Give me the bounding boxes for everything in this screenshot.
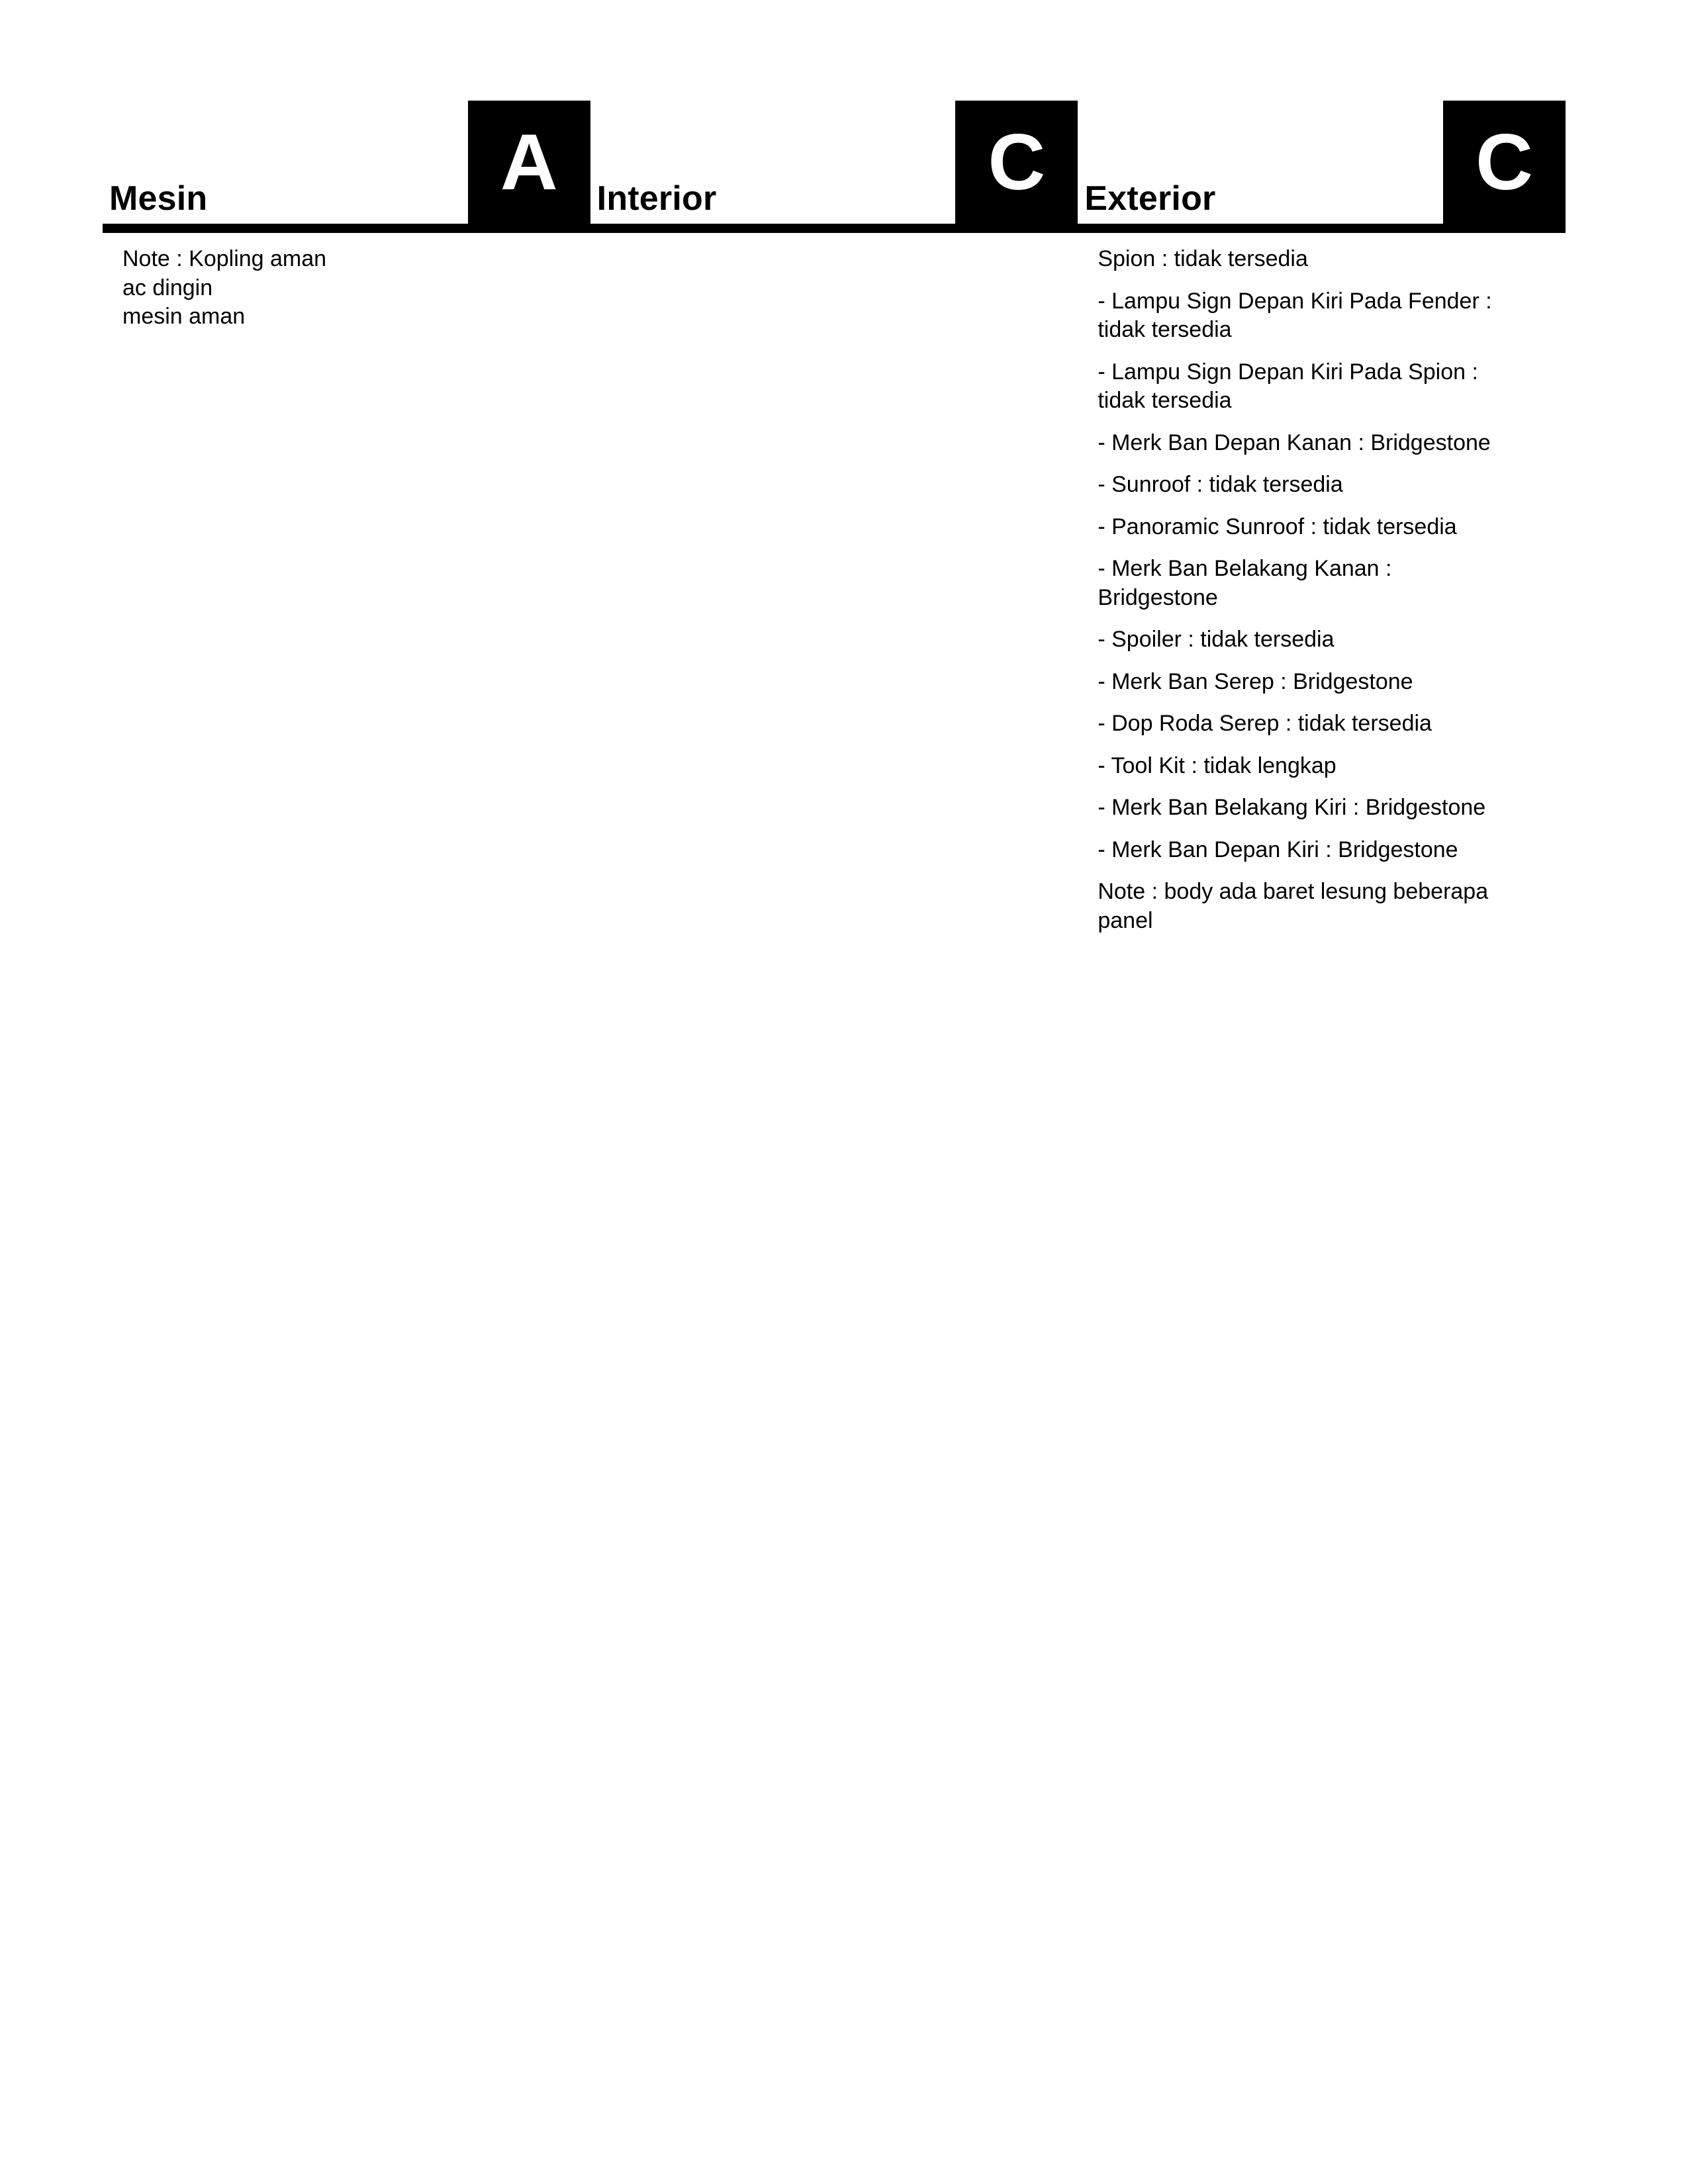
- mesin-note-line: mesin aman: [122, 304, 246, 330]
- section-title-exterior: Exterior: [1084, 179, 1216, 218]
- list-item: - Merk Ban Belakang Kiri : Bridgestone: [1098, 795, 1486, 821]
- list-item: - Merk Ban Serep : Bridgestone: [1098, 668, 1413, 694]
- exterior-note: Note : body ada baret lesung beberapa panel: [1098, 879, 1489, 933]
- section-grade-interior: C: [955, 101, 1078, 233]
- list-item: - Spoiler : tidak tersedia: [1098, 627, 1335, 653]
- section-header-exterior: [1078, 101, 1566, 233]
- list-item: - Lampu Sign Depan Kiri Pada Spion : tidak tersedia: [1098, 359, 1478, 414]
- list-item: - Lampu Sign Depan Kiri Pada Fender : tidak tersedia: [1098, 288, 1492, 343]
- section-grade-mesin: A: [468, 101, 590, 233]
- section-content-exterior: [1078, 245, 1566, 935]
- list-item: - Merk Ban Belakang Kanan : Bridgestone: [1098, 556, 1392, 610]
- list-item: - Merk Ban Depan Kiri : Bridgestone: [1098, 837, 1458, 862]
- section-header-mesin: [103, 101, 590, 233]
- list-item: - Sunroof : tidak tersedia: [1098, 472, 1343, 498]
- section-content-mesin: [103, 245, 590, 332]
- list-item: - Merk Ban Depan Kanan : Bridgestone: [1098, 430, 1491, 455]
- section-header-interior: [590, 101, 1078, 233]
- section-grade-exterior: C: [1443, 101, 1566, 233]
- mesin-note-block: [122, 245, 533, 332]
- list-item: Spion : tidak tersedia: [1098, 246, 1308, 271]
- mesin-note-line: Note : Kopling aman: [122, 246, 327, 271]
- section-title-interior: Interior: [596, 179, 717, 218]
- section-title-mesin: Mesin: [109, 179, 208, 218]
- section-header-bar: [103, 101, 1566, 233]
- section-content-columns: [103, 245, 1566, 935]
- list-item: - Panoramic Sunroof : tidak tersedia: [1098, 514, 1457, 539]
- list-item: - Tool Kit : tidak lengkap: [1098, 752, 1336, 778]
- mesin-note-line: ac dingin: [122, 275, 213, 300]
- list-item: - Dop Roda Serep : tidak tersedia: [1098, 711, 1432, 737]
